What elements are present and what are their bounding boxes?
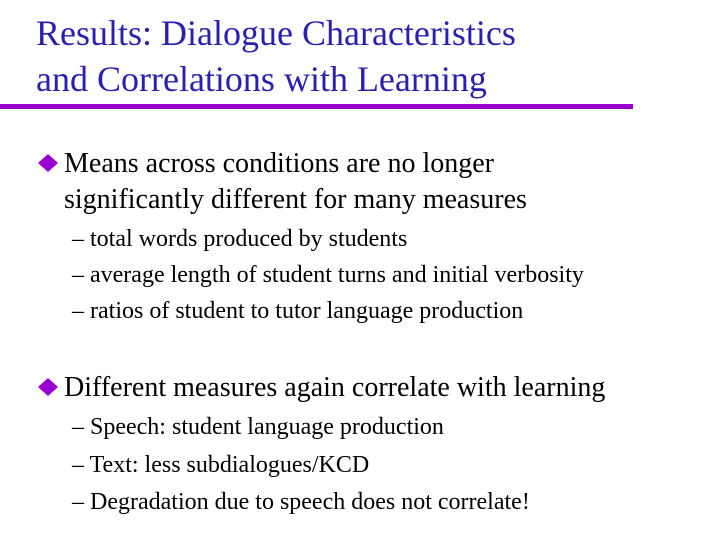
bullet-1-line-2: significantly different for many measures (64, 184, 527, 215)
diamond-bullet-icon (38, 154, 58, 172)
title-underline-rule (0, 104, 633, 109)
sub-item: – Degradation due to speech does not correlate! (72, 489, 530, 515)
diamond-bullet-icon (38, 378, 58, 396)
bullet-1-line-1: Means across conditions are no longer (64, 148, 494, 179)
bullet-2-line-1: Different measures again correlate with learning (64, 372, 606, 403)
slide-title-line-2: and Correlations with Learning (36, 59, 487, 99)
sub-item: – total words produced by students (72, 226, 408, 252)
sub-item: – Text: less subdialogues/KCD (72, 452, 370, 478)
bullet-item-2 (38, 370, 605, 406)
sub-item: – average length of student turns and initial verbosity (72, 262, 584, 288)
sub-item: – ratios of student to tutor language production (72, 298, 524, 324)
bullet-item-1 (38, 146, 494, 182)
slide-title (36, 10, 676, 102)
slide-title-line-1: Results: Dialogue Characteristics (36, 13, 516, 53)
bullet-item-1-continued (64, 182, 527, 218)
sub-item: – Speech: student language production (72, 414, 444, 440)
